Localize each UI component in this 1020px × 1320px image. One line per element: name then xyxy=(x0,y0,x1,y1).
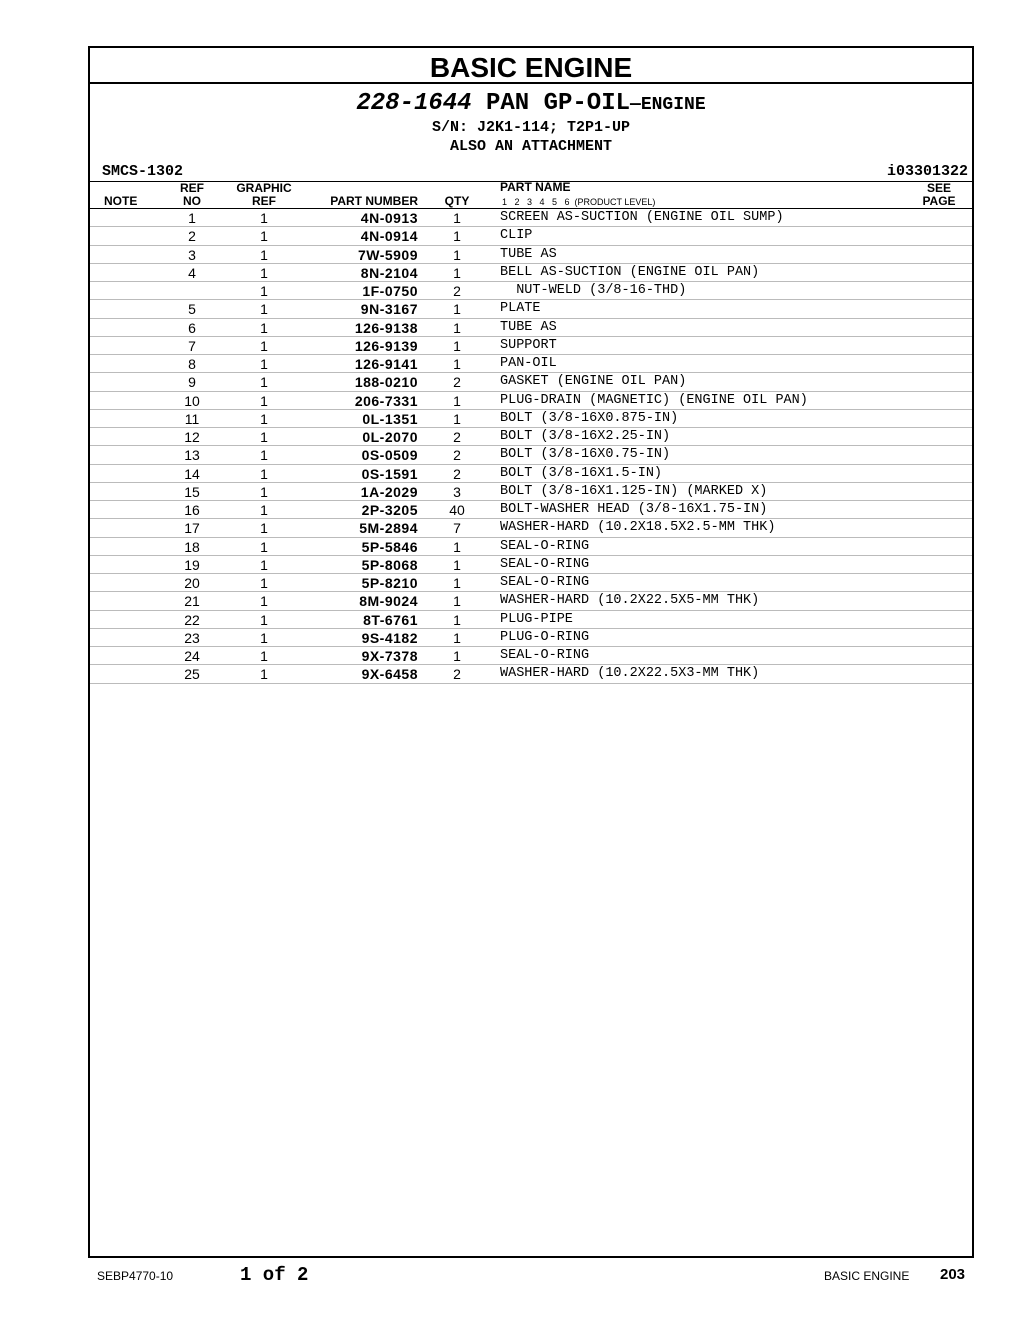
table-header xyxy=(90,181,972,209)
part-name-cell: CLIP xyxy=(500,228,533,244)
header-see-bottom: PAGE xyxy=(922,194,956,208)
part-name-cell: BELL AS-SUCTION (ENGINE OIL PAN) xyxy=(500,264,760,280)
part-name-cell: TUBE AS xyxy=(500,246,557,262)
qty-cell: 2 xyxy=(453,374,461,391)
ref-no-cell: 11 xyxy=(184,410,200,427)
qty-cell: 2 xyxy=(453,429,461,445)
ref-no-cell: 23 xyxy=(184,629,200,646)
table-row xyxy=(90,574,972,592)
part-name-cell: WASHER-HARD (10.2X18.5X2.5-MM THK) xyxy=(500,520,776,536)
part-number-cell: 126-9139 xyxy=(354,337,418,354)
part-name-cell: NUT-WELD (3/8-16-THD) xyxy=(500,283,687,298)
part-number-cell: 2P-3205 xyxy=(361,502,418,518)
ref-no-cell: 24 xyxy=(184,648,200,664)
table-row xyxy=(90,300,972,318)
table-row xyxy=(90,538,972,556)
graphic-ref-cell: 1 xyxy=(260,283,268,299)
graphic-ref-cell: 1 xyxy=(260,520,268,537)
qty-cell: 2 xyxy=(453,666,461,683)
part-name-cell: PLATE xyxy=(500,301,541,317)
qty-cell: 3 xyxy=(453,483,461,500)
attachment-note: ALSO AN ATTACHMENT xyxy=(449,138,613,155)
ref-no-cell: 3 xyxy=(188,246,196,263)
qty-cell: 1 xyxy=(453,301,461,318)
graphic-ref-cell: 1 xyxy=(260,465,268,482)
page-footer xyxy=(0,1262,1020,1292)
table-row xyxy=(90,246,972,264)
graphic-ref-cell: 1 xyxy=(260,483,268,500)
ref-no-cell: 17 xyxy=(184,520,200,537)
table-row xyxy=(90,592,972,610)
ref-no-cell: 16 xyxy=(184,502,200,518)
graphic-ref-cell: 1 xyxy=(260,593,268,610)
qty-cell: 1 xyxy=(453,264,461,281)
table-row xyxy=(90,611,972,629)
graphic-ref-cell: 1 xyxy=(260,246,268,263)
part-name-cell: SUPPORT xyxy=(500,337,557,353)
parts-table-body xyxy=(90,209,972,684)
ref-no-cell: 19 xyxy=(184,556,200,573)
ref-no-cell: 6 xyxy=(188,319,196,336)
qty-cell: 1 xyxy=(453,611,461,628)
ref-no-cell: 9 xyxy=(188,374,196,391)
part-number-cell: 9X-6458 xyxy=(361,666,418,683)
qty-cell: 2 xyxy=(453,283,461,299)
part-name-cell: BOLT (3/8-16X0.875-IN) xyxy=(500,410,679,426)
table-row xyxy=(90,665,972,683)
table-row xyxy=(90,556,972,574)
graphic-ref-cell: 1 xyxy=(260,648,268,664)
qty-cell: 1 xyxy=(453,356,461,372)
ref-no-cell: 10 xyxy=(184,392,200,409)
ref-no-cell: 20 xyxy=(184,575,200,591)
ref-no-cell: 12 xyxy=(184,429,200,445)
table-row xyxy=(90,373,972,391)
section-title: BASIC ENGINE xyxy=(90,48,972,84)
table-row xyxy=(90,647,972,665)
serial-range: S/N: J2K1-114; T2P1-UP xyxy=(431,119,631,136)
table-row xyxy=(90,282,972,300)
qty-cell: 1 xyxy=(453,410,461,427)
graphic-ref-cell: 1 xyxy=(260,301,268,318)
table-row xyxy=(90,465,972,483)
ref-no-cell: 15 xyxy=(184,483,200,500)
part-name-cell: GASKET (ENGINE OIL PAN) xyxy=(500,374,687,390)
parts-page-frame xyxy=(88,46,974,1258)
graphic-ref-cell: 1 xyxy=(260,502,268,518)
part-name-cell: PLUG-DRAIN (MAGNETIC) (ENGINE OIL PAN) xyxy=(500,392,808,408)
table-row xyxy=(90,264,972,282)
part-name-cell: BOLT (3/8-16X2.25-IN) xyxy=(500,429,671,444)
qty-cell: 40 xyxy=(449,502,465,518)
graphic-ref-cell: 1 xyxy=(260,556,268,573)
table-row xyxy=(90,446,972,464)
header-product-level: 1 2 3 4 5 6 (PRODUCT LEVEL) xyxy=(502,197,656,207)
ref-no-cell: 8 xyxy=(188,356,196,372)
part-number-cell: 7W-5909 xyxy=(357,246,418,263)
graphic-ref-cell: 1 xyxy=(260,264,268,281)
table-row xyxy=(90,501,972,519)
qty-cell: 1 xyxy=(453,575,461,591)
part-number-cell: 1F-0750 xyxy=(362,283,418,299)
part-name-cell: WASHER-HARD (10.2X22.5X3-MM THK) xyxy=(500,666,760,682)
table-row xyxy=(90,629,972,647)
illustration-id: i03301322 xyxy=(886,163,968,180)
qty-cell: 1 xyxy=(453,210,461,226)
ref-no-cell: 18 xyxy=(184,538,200,555)
part-name-cell: SEAL-O-RING xyxy=(500,538,590,554)
part-name-cell: SCREEN AS-SUCTION (ENGINE OIL SUMP) xyxy=(500,210,784,225)
graphic-ref-cell: 1 xyxy=(260,611,268,628)
table-row xyxy=(90,519,972,537)
table-row xyxy=(90,428,972,446)
part-name-cell: PLUG-PIPE xyxy=(500,611,573,627)
part-name-cell: SEAL-O-RING xyxy=(500,648,590,663)
ref-no-cell: 25 xyxy=(184,666,200,683)
ref-no-cell: 21 xyxy=(184,593,200,610)
part-name-cell: PLUG-O-RING xyxy=(500,629,590,645)
ref-no-cell: 7 xyxy=(188,337,196,354)
ref-no-cell: 1 xyxy=(188,210,196,226)
part-number-cell: 8T-6761 xyxy=(363,611,418,628)
qty-cell: 1 xyxy=(453,556,461,573)
qty-cell: 1 xyxy=(453,228,461,245)
part-number-cell: 9X-7378 xyxy=(361,648,418,664)
ref-no-cell: 22 xyxy=(184,611,200,628)
qty-cell: 1 xyxy=(453,319,461,336)
group-heading xyxy=(90,91,972,118)
ref-no-cell: 5 xyxy=(188,301,196,318)
qty-cell: 2 xyxy=(453,447,461,464)
header-graphic-bottom: REF xyxy=(252,194,276,208)
table-row xyxy=(90,355,972,373)
part-number-cell: 4N-0913 xyxy=(360,210,418,226)
part-number-cell: 0S-1591 xyxy=(361,465,418,482)
part-number-cell: 0S-0509 xyxy=(361,447,418,464)
part-name-cell: SEAL-O-RING xyxy=(500,575,590,590)
part-number-cell: 4N-0914 xyxy=(360,228,418,245)
table-row xyxy=(90,209,972,227)
footer-doc-id: SEBP4770-10 xyxy=(97,1269,174,1283)
part-number-cell: 5P-5846 xyxy=(361,538,418,555)
part-name-cell: PAN-OIL xyxy=(500,356,557,371)
qty-cell: 1 xyxy=(453,337,461,354)
smcs-code: SMCS-1302 xyxy=(102,163,184,180)
smcs-row xyxy=(90,159,972,181)
part-number-cell: 126-9141 xyxy=(354,356,418,372)
ref-no-cell: 4 xyxy=(188,264,196,281)
ref-no-cell: 2 xyxy=(188,228,196,245)
group-name-suffix: —ENGINE xyxy=(630,95,706,115)
header-ref-bottom: NO xyxy=(183,194,201,208)
part-number-cell: 126-9138 xyxy=(354,319,418,336)
part-number-cell: 9N-3167 xyxy=(360,301,418,318)
ref-no-cell: 14 xyxy=(184,465,200,482)
graphic-ref-cell: 1 xyxy=(260,575,268,591)
graphic-ref-cell: 1 xyxy=(260,228,268,245)
qty-cell: 1 xyxy=(453,538,461,555)
ref-no-cell: 13 xyxy=(184,447,200,464)
part-number-cell: 5M-2894 xyxy=(359,520,418,537)
graphic-ref-cell: 1 xyxy=(260,319,268,336)
qty-cell: 1 xyxy=(453,648,461,664)
part-number-cell: 0L-2070 xyxy=(362,429,418,445)
graphic-ref-cell: 1 xyxy=(260,392,268,409)
part-name-cell: BOLT (3/8-16X1.125-IN) (MARKED X) xyxy=(500,483,768,499)
part-number-cell: 8N-2104 xyxy=(360,264,418,281)
part-number-cell: 8M-9024 xyxy=(359,593,418,610)
graphic-ref-cell: 1 xyxy=(260,429,268,445)
qty-cell: 7 xyxy=(453,520,461,537)
part-name-cell: WASHER-HARD (10.2X22.5X5-MM THK) xyxy=(500,593,760,609)
part-name-cell: BOLT (3/8-16X1.5-IN) xyxy=(500,465,663,481)
table-row xyxy=(90,337,972,355)
table-row xyxy=(90,392,972,410)
footer-page-number: 203 xyxy=(940,1266,966,1283)
table-row xyxy=(90,483,972,501)
header-qty: QTY xyxy=(444,194,470,208)
part-number-cell: 1A-2029 xyxy=(360,483,418,500)
part-number-cell: 9S-4182 xyxy=(361,629,418,646)
part-name-cell: BOLT-WASHER HEAD (3/8-16X1.75-IN) xyxy=(500,502,768,517)
header-part-name: PART NAME xyxy=(500,180,571,194)
part-number-cell: 0L-1351 xyxy=(362,410,418,427)
graphic-ref-cell: 1 xyxy=(260,447,268,464)
graphic-ref-cell: 1 xyxy=(260,374,268,391)
group-name: PAN GP-OIL xyxy=(485,90,631,117)
header-note: NOTE xyxy=(104,194,138,208)
header-graphic-top: GRAPHIC xyxy=(236,181,292,195)
graphic-ref-cell: 1 xyxy=(260,210,268,226)
group-part-number: 228-1644 xyxy=(356,90,472,117)
part-name-cell: TUBE AS xyxy=(500,319,557,335)
graphic-ref-cell: 1 xyxy=(260,410,268,427)
qty-cell: 2 xyxy=(453,465,461,482)
table-row xyxy=(90,319,972,337)
part-name-cell: SEAL-O-RING xyxy=(500,556,590,572)
qty-cell: 1 xyxy=(453,629,461,646)
footer-section: BASIC ENGINE xyxy=(824,1269,910,1283)
graphic-ref-cell: 1 xyxy=(260,538,268,555)
header-see-top: SEE xyxy=(926,181,951,195)
qty-cell: 1 xyxy=(453,593,461,610)
qty-cell: 1 xyxy=(453,392,461,409)
header-ref-top: REF xyxy=(180,181,204,195)
table-row xyxy=(90,410,972,428)
table-row xyxy=(90,227,972,245)
qty-cell: 1 xyxy=(453,246,461,263)
footer-page-of: 1 of 2 xyxy=(240,1264,309,1286)
graphic-ref-cell: 1 xyxy=(260,337,268,354)
part-number-cell: 206-7331 xyxy=(354,392,418,409)
part-number-cell: 5P-8068 xyxy=(361,556,418,573)
part-name-cell: BOLT (3/8-16X0.75-IN) xyxy=(500,447,671,463)
graphic-ref-cell: 1 xyxy=(260,356,268,372)
part-number-cell: 5P-8210 xyxy=(361,575,418,591)
graphic-ref-cell: 1 xyxy=(260,666,268,683)
graphic-ref-cell: 1 xyxy=(260,629,268,646)
part-number-cell: 188-0210 xyxy=(354,374,418,391)
header-part-number: PART NUMBER xyxy=(330,194,418,208)
